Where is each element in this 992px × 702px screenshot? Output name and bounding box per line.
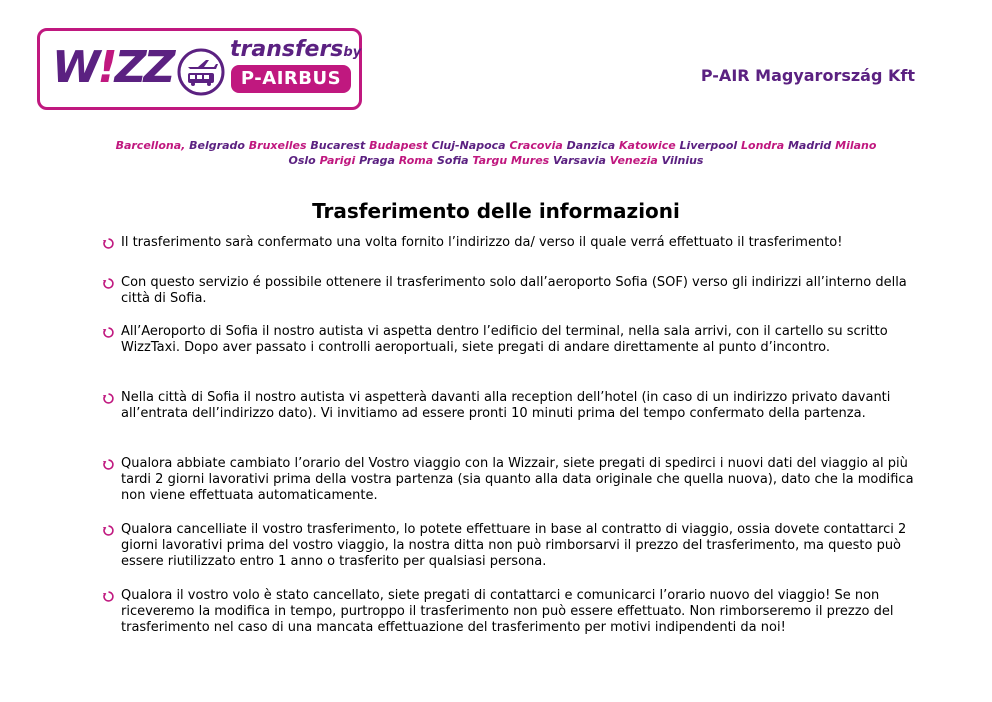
city-name: Katowice [619,139,676,152]
refresh-arrow-icon [102,277,115,290]
refresh-arrow-icon [102,237,115,250]
city-name: Oslo [288,154,316,167]
bullet-text: Qualora abbiate cambiato l’orario del Vostro viaggio con la Wizzair, siete pregati di spedirci i nuovi dati del viaggio al più tardi 2 giorni lavorativi prima della vostra partenza (sia quanto alla data originale che quella nuova), dato che la modifica non viene effettuata automaticamente. [121,456,914,503]
bullet-text: Con questo servizio é possibile ottenere il trasferimento solo dall’aeroporto Sofia (SOF) verso gli indirizzi all’interno della città di Sofia. [121,275,907,306]
city-name: Londra [741,139,785,152]
city-name: Belgrado [189,139,245,152]
page-title: Trasferimento delle informazioni [312,199,680,223]
refresh-arrow-icon [102,524,115,537]
city-name: Milano [835,139,877,152]
city-name: Parigi [319,154,356,167]
bullet-text: All’Aeroporto di Sofia il nostro autista vi aspetta dentro l’edificio del terminal, nella sala arrivi, con il cartello su scritto WizzTaxi. Dopo aver passato i controlli aeroportuali, siete pregati di andare direttamente al punto d’incontro. [121,324,888,355]
city-name: Praga [359,154,395,167]
wizz-transfers-logo [37,28,362,110]
city-name: Roma [398,154,434,167]
bullet-text: Qualora il vostro volo è stato cancellato, siete pregati di contattarci e comunicarci l’orario nuovo del viaggio! Se non riceveremo la modifica in tempo, purtroppo il trasferimento non può essere effettuato. Non rimborseremo il prezzo del trasferimento nel caso di una mancata effettuazione del trasferimento per motivi indipendenti da noi! [121,588,894,635]
city-name: Budapest [369,139,428,152]
city-name: Cluj-Napoca [431,139,506,152]
info-bullet-item [100,456,920,504]
city-name: Bruxelles [248,139,307,152]
refresh-arrow-icon [102,392,115,405]
bullet-text: Qualora cancelliate il vostro trasferimento, lo potete effettuare in base al contratto di viaggio, ossia dovete contattarci 2 giorni lavorativi prima del vostro viaggio, la nostra ditta non può rimborsarvi il prezzo del trasferimento, ma questo può essere riutilizzato entro 1 anno o trasferito per qualsiasi persona. [121,522,907,569]
plane-bus-icon [176,47,226,97]
info-bullet-item [100,588,920,636]
city-name: Vilnius [661,154,704,167]
company-name: P-AIR Magyarország Kft [700,66,915,85]
refresh-arrow-icon [102,590,115,603]
city-list [60,138,932,168]
city-name: Madrid [787,139,832,152]
info-bullet-item [100,390,920,422]
city-name: Bucarest [310,139,366,152]
info-bullet-item [100,522,920,570]
city-name: Sofia [437,154,469,167]
pairbus-badge: P-AIRBUS [231,65,351,93]
city-name: Danzica [566,139,616,152]
city-name: Venezia [609,154,658,167]
city-name: Liverpool [679,139,738,152]
city-name: Varsavia [553,154,606,167]
info-bullet-item [100,324,920,356]
city-name: Barcellona, [115,139,186,152]
refresh-arrow-icon [102,326,115,339]
refresh-arrow-icon [102,458,115,471]
bullet-text: Nella città di Sofia il nostro autista vi aspetterà davanti alla reception dell’hotel (in caso di un indirizzo privato davanti all’entrata dell’indirizzo dato). Vi invitiamo ad essere pronti 10 minuti prima del tempo confermato della partenza. [121,390,891,421]
city-name: Targu Mures [472,154,550,167]
transfers-by-text: transfersby [230,37,362,62]
city-name: Cracovia [509,139,563,152]
bullet-text: Il trasferimento sarà confermato una volta fornito l’indirizzo da/ verso il quale verrá effettuato il trasferimento! [121,235,843,250]
wizz-wordmark: W!ZZ [52,42,173,93]
info-bullet-item [100,235,920,251]
info-bullet-item [100,275,920,307]
